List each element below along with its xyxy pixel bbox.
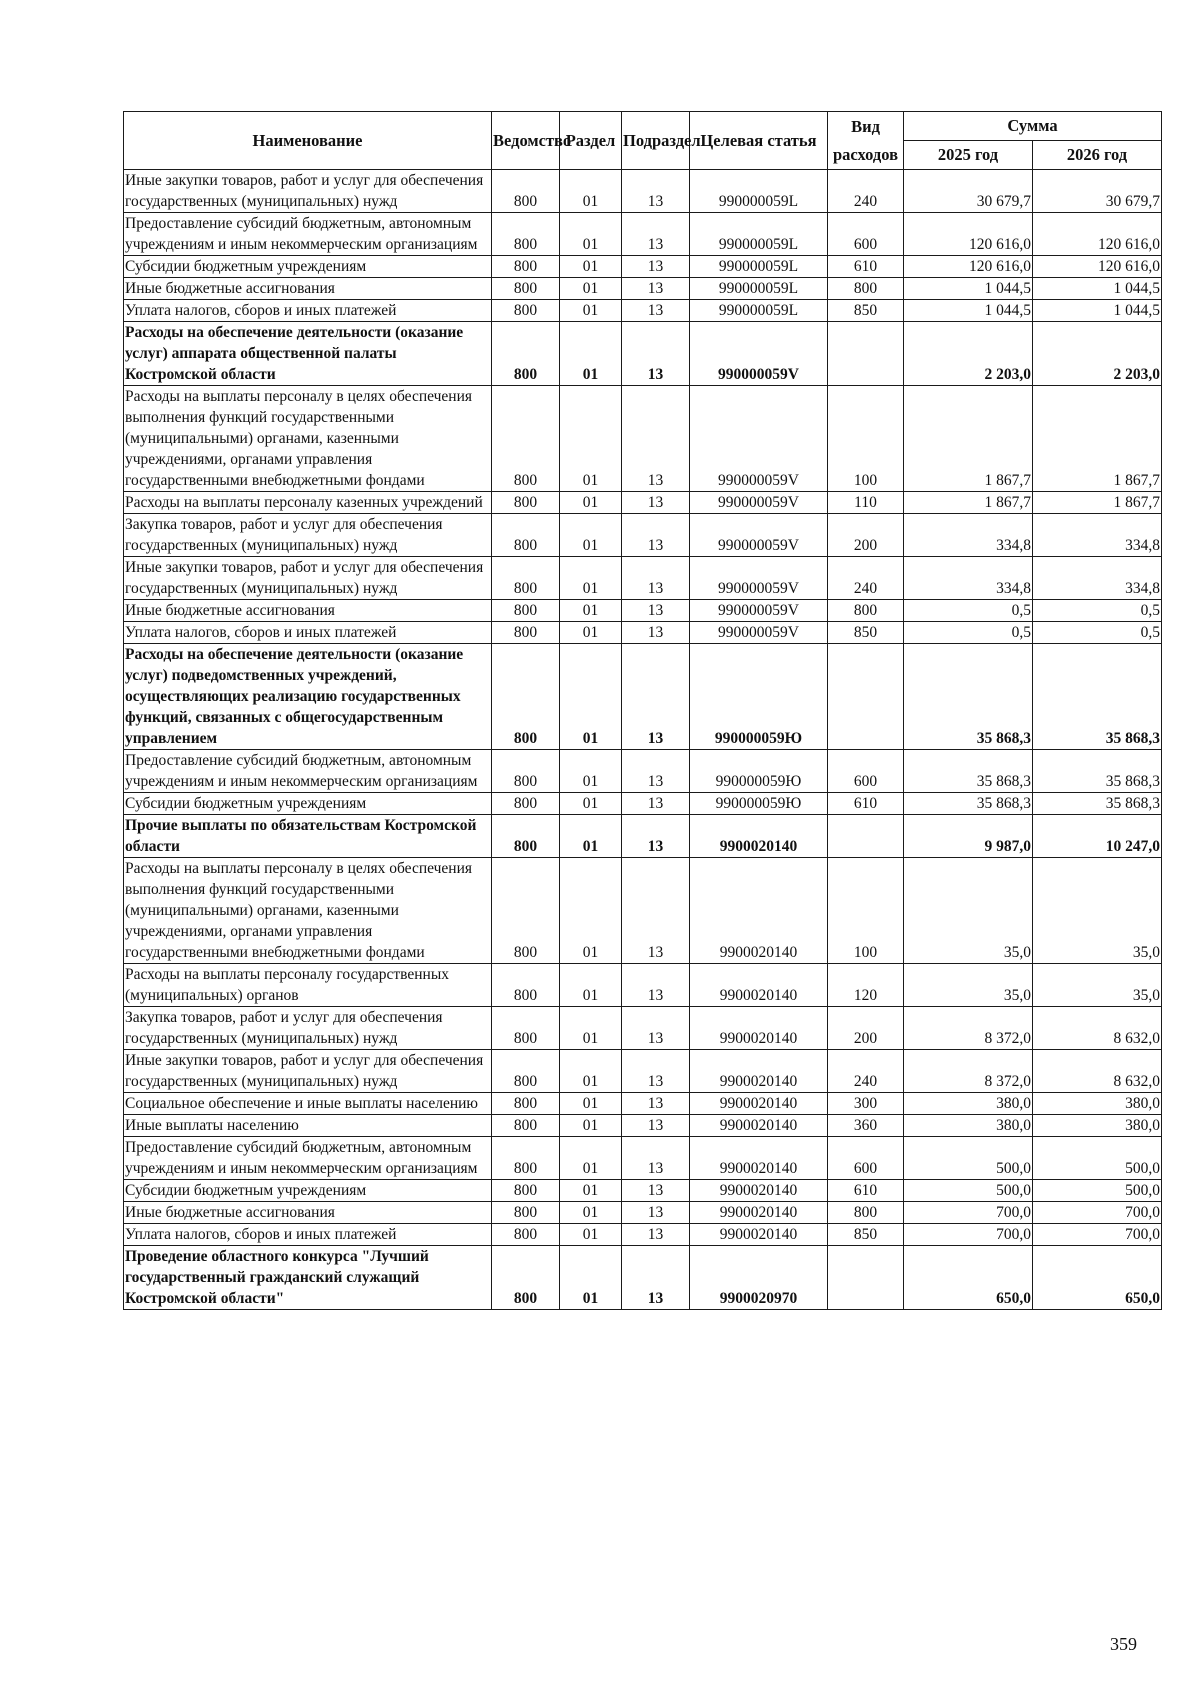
cell-celevaya-statya: 990000059V: [690, 557, 828, 600]
cell-sum-2026: 35 868,3: [1033, 644, 1162, 750]
cell-sum-2026: 380,0: [1033, 1093, 1162, 1115]
cell-sum-2026: 2 203,0: [1033, 322, 1162, 386]
cell-celevaya-statya: 990000059L: [690, 300, 828, 322]
cell-sum-2025: 0,5: [904, 622, 1033, 644]
cell-name: Иные закупки товаров, работ и услуг для обеспечения государственных (муниципальных) нужд: [124, 557, 492, 600]
cell-vid-rashodov: 600: [828, 750, 904, 793]
cell-sum-2026: 120 616,0: [1033, 213, 1162, 256]
cell-name: Предоставление субсидий бюджетным, автономным учреждениям и иным некоммерческим организациям: [124, 1137, 492, 1180]
cell-razdel: 01: [560, 750, 622, 793]
cell-razdel: 01: [560, 1137, 622, 1180]
cell-celevaya-statya: 990000059V: [690, 492, 828, 514]
cell-sum-2026: 500,0: [1033, 1137, 1162, 1180]
header-vid-rashodov: Вид расходов: [828, 112, 904, 170]
cell-razdel: 01: [560, 600, 622, 622]
cell-vid-rashodov: 850: [828, 1224, 904, 1246]
cell-podrazdel: 13: [622, 1224, 690, 1246]
cell-vedomstvo: 800: [492, 1093, 560, 1115]
cell-sum-2026: 334,8: [1033, 514, 1162, 557]
cell-razdel: 01: [560, 322, 622, 386]
cell-celevaya-statya: 990000059L: [690, 213, 828, 256]
table-row: [124, 622, 1162, 644]
cell-podrazdel: 13: [622, 1180, 690, 1202]
cell-sum-2025: 120 616,0: [904, 256, 1033, 278]
cell-celevaya-statya: 9900020140: [690, 1202, 828, 1224]
cell-sum-2025: 1 867,7: [904, 492, 1033, 514]
cell-podrazdel: 13: [622, 1202, 690, 1224]
cell-vedomstvo: 800: [492, 750, 560, 793]
cell-podrazdel: 13: [622, 858, 690, 964]
table-row: [124, 644, 1162, 750]
cell-sum-2025: 8 372,0: [904, 1007, 1033, 1050]
cell-podrazdel: 13: [622, 622, 690, 644]
cell-podrazdel: 13: [622, 750, 690, 793]
cell-podrazdel: 13: [622, 300, 690, 322]
header-year-2026: 2026 год: [1033, 141, 1162, 170]
cell-vid-rashodov: 120: [828, 964, 904, 1007]
cell-razdel: 01: [560, 278, 622, 300]
cell-vedomstvo: 800: [492, 386, 560, 492]
table-row: [124, 1224, 1162, 1246]
cell-razdel: 01: [560, 858, 622, 964]
cell-razdel: 01: [560, 1202, 622, 1224]
table-row: [124, 1246, 1162, 1310]
cell-vid-rashodov: 240: [828, 170, 904, 213]
cell-razdel: 01: [560, 1115, 622, 1137]
cell-podrazdel: 13: [622, 1093, 690, 1115]
cell-vedomstvo: 800: [492, 644, 560, 750]
cell-name: Закупка товаров, работ и услуг для обеспечения государственных (муниципальных) нужд: [124, 1007, 492, 1050]
cell-sum-2026: 0,5: [1033, 622, 1162, 644]
cell-vid-rashodov: 850: [828, 622, 904, 644]
cell-vid-rashodov: 300: [828, 1093, 904, 1115]
table-row: [124, 600, 1162, 622]
cell-name: Проведение областного конкурса "Лучший государственный гражданский служащий Костромской области": [124, 1246, 492, 1310]
table-row: [124, 750, 1162, 793]
cell-sum-2026: 380,0: [1033, 1115, 1162, 1137]
cell-sum-2025: 35,0: [904, 858, 1033, 964]
cell-name: Субсидии бюджетным учреждениям: [124, 256, 492, 278]
cell-vedomstvo: 800: [492, 300, 560, 322]
cell-celevaya-statya: 9900020140: [690, 1007, 828, 1050]
cell-razdel: 01: [560, 1093, 622, 1115]
cell-razdel: 01: [560, 1007, 622, 1050]
cell-sum-2025: 120 616,0: [904, 213, 1033, 256]
cell-celevaya-statya: 990000059L: [690, 278, 828, 300]
table-row: [124, 278, 1162, 300]
cell-celevaya-statya: 9900020140: [690, 1093, 828, 1115]
cell-razdel: 01: [560, 815, 622, 858]
header-year-2025: 2025 год: [904, 141, 1033, 170]
table-row: [124, 213, 1162, 256]
cell-sum-2026: 120 616,0: [1033, 256, 1162, 278]
cell-sum-2025: 2 203,0: [904, 322, 1033, 386]
cell-celevaya-statya: 990000059Ю: [690, 750, 828, 793]
cell-podrazdel: 13: [622, 386, 690, 492]
cell-razdel: 01: [560, 514, 622, 557]
table-body: [124, 170, 1162, 1310]
cell-vedomstvo: 800: [492, 170, 560, 213]
cell-sum-2026: 650,0: [1033, 1246, 1162, 1310]
cell-vid-rashodov: 200: [828, 514, 904, 557]
cell-vedomstvo: 800: [492, 815, 560, 858]
cell-celevaya-statya: 9900020140: [690, 858, 828, 964]
cell-name: Субсидии бюджетным учреждениям: [124, 1180, 492, 1202]
cell-vid-rashodov: 600: [828, 1137, 904, 1180]
cell-name: Расходы на выплаты персоналу в целях обеспечения выполнения функций государственными (муниципальными) органами, казенными учреждениями, органами управления государственными внебюджетными фондами: [124, 858, 492, 964]
cell-name: Расходы на выплаты персоналу казенных учреждений: [124, 492, 492, 514]
cell-name: Иные закупки товаров, работ и услуг для обеспечения государственных (муниципальных) нужд: [124, 170, 492, 213]
cell-sum-2025: 35,0: [904, 964, 1033, 1007]
cell-celevaya-statya: 9900020140: [690, 815, 828, 858]
cell-podrazdel: 13: [622, 170, 690, 213]
cell-vedomstvo: 800: [492, 256, 560, 278]
cell-celevaya-statya: 990000059L: [690, 170, 828, 213]
cell-name: Субсидии бюджетным учреждениям: [124, 793, 492, 815]
cell-celevaya-statya: 990000059L: [690, 256, 828, 278]
cell-razdel: 01: [560, 622, 622, 644]
cell-celevaya-statya: 990000059V: [690, 322, 828, 386]
cell-sum-2025: 35 868,3: [904, 793, 1033, 815]
cell-vedomstvo: 800: [492, 492, 560, 514]
cell-razdel: 01: [560, 557, 622, 600]
cell-celevaya-statya: 990000059V: [690, 622, 828, 644]
cell-sum-2026: 1 867,7: [1033, 492, 1162, 514]
cell-name: Прочие выплаты по обязательствам Костромской области: [124, 815, 492, 858]
cell-sum-2025: 334,8: [904, 557, 1033, 600]
cell-podrazdel: 13: [622, 1007, 690, 1050]
cell-vid-rashodov: 100: [828, 386, 904, 492]
cell-vedomstvo: 800: [492, 1137, 560, 1180]
cell-razdel: 01: [560, 793, 622, 815]
cell-sum-2026: 700,0: [1033, 1202, 1162, 1224]
table-row: [124, 1137, 1162, 1180]
cell-vedomstvo: 800: [492, 964, 560, 1007]
cell-celevaya-statya: 990000059V: [690, 386, 828, 492]
cell-celevaya-statya: 9900020140: [690, 1180, 828, 1202]
table-row: [124, 964, 1162, 1007]
cell-vid-rashodov: 800: [828, 600, 904, 622]
cell-celevaya-statya: 990000059Ю: [690, 793, 828, 815]
cell-podrazdel: 13: [622, 815, 690, 858]
cell-sum-2025: 1 044,5: [904, 278, 1033, 300]
cell-celevaya-statya: 990000059V: [690, 600, 828, 622]
cell-sum-2025: 1 867,7: [904, 386, 1033, 492]
cell-celevaya-statya: 990000059V: [690, 514, 828, 557]
cell-sum-2026: 35,0: [1033, 858, 1162, 964]
cell-sum-2025: 500,0: [904, 1137, 1033, 1180]
cell-sum-2026: 35 868,3: [1033, 750, 1162, 793]
cell-name: Предоставление субсидий бюджетным, автономным учреждениям и иным некоммерческим организациям: [124, 750, 492, 793]
header-name: Наименование: [124, 112, 492, 170]
cell-vid-rashodov: 360: [828, 1115, 904, 1137]
cell-razdel: 01: [560, 492, 622, 514]
cell-name: Иные выплаты населению: [124, 1115, 492, 1137]
header-razdel: Раздел: [560, 112, 622, 170]
cell-sum-2025: 30 679,7: [904, 170, 1033, 213]
cell-podrazdel: 13: [622, 600, 690, 622]
header-summa: Сумма: [904, 112, 1162, 141]
cell-vid-rashodov: 610: [828, 1180, 904, 1202]
table-row: [124, 858, 1162, 964]
table-row: [124, 1093, 1162, 1115]
cell-razdel: 01: [560, 213, 622, 256]
page-number: 359: [1110, 1634, 1137, 1654]
cell-vedomstvo: 800: [492, 622, 560, 644]
cell-razdel: 01: [560, 1050, 622, 1093]
cell-podrazdel: 13: [622, 964, 690, 1007]
cell-name: Иные бюджетные ассигнования: [124, 1202, 492, 1224]
cell-sum-2025: 1 044,5: [904, 300, 1033, 322]
cell-podrazdel: 13: [622, 492, 690, 514]
cell-celevaya-statya: 9900020140: [690, 1050, 828, 1093]
cell-celevaya-statya: 9900020970: [690, 1246, 828, 1310]
table-row: [124, 170, 1162, 213]
table-row: [124, 557, 1162, 600]
cell-podrazdel: 13: [622, 514, 690, 557]
cell-sum-2025: 0,5: [904, 600, 1033, 622]
cell-podrazdel: 13: [622, 322, 690, 386]
cell-vedomstvo: 800: [492, 278, 560, 300]
cell-sum-2026: 35 868,3: [1033, 793, 1162, 815]
header-vedomstvo: Ведомство: [492, 112, 560, 170]
cell-sum-2025: 35 868,3: [904, 644, 1033, 750]
cell-vedomstvo: 800: [492, 514, 560, 557]
cell-vedomstvo: 800: [492, 1115, 560, 1137]
cell-podrazdel: 13: [622, 278, 690, 300]
table-row: [124, 492, 1162, 514]
cell-vedomstvo: 800: [492, 213, 560, 256]
cell-vedomstvo: 800: [492, 557, 560, 600]
cell-name: Иные бюджетные ассигнования: [124, 278, 492, 300]
cell-podrazdel: 13: [622, 644, 690, 750]
cell-vedomstvo: 800: [492, 1202, 560, 1224]
table-row: [124, 1007, 1162, 1050]
cell-vid-rashodov: 610: [828, 793, 904, 815]
cell-sum-2025: 380,0: [904, 1115, 1033, 1137]
cell-vid-rashodov: 110: [828, 492, 904, 514]
cell-sum-2025: 35 868,3: [904, 750, 1033, 793]
cell-name: Социальное обеспечение и иные выплаты населению: [124, 1093, 492, 1115]
cell-sum-2025: 700,0: [904, 1224, 1033, 1246]
cell-sum-2025: 650,0: [904, 1246, 1033, 1310]
cell-razdel: 01: [560, 300, 622, 322]
cell-podrazdel: 13: [622, 793, 690, 815]
cell-name: Расходы на обеспечение деятельности (оказание услуг) аппарата общественной палаты Костромской области: [124, 322, 492, 386]
cell-name: Предоставление субсидий бюджетным, автономным учреждениям и иным некоммерческим организациям: [124, 213, 492, 256]
table-row: [124, 793, 1162, 815]
table-row: [124, 322, 1162, 386]
cell-podrazdel: 13: [622, 1137, 690, 1180]
cell-name: Уплата налогов, сборов и иных платежей: [124, 300, 492, 322]
table-row: [124, 1115, 1162, 1137]
cell-vid-rashodov: 240: [828, 1050, 904, 1093]
cell-vid-rashodov: 100: [828, 858, 904, 964]
cell-razdel: 01: [560, 386, 622, 492]
cell-sum-2025: 700,0: [904, 1202, 1033, 1224]
cell-sum-2026: 0,5: [1033, 600, 1162, 622]
cell-celevaya-statya: 990000059Ю: [690, 644, 828, 750]
table-row: [124, 1050, 1162, 1093]
cell-razdel: 01: [560, 1224, 622, 1246]
cell-vid-rashodov: [828, 815, 904, 858]
cell-vedomstvo: 800: [492, 858, 560, 964]
cell-podrazdel: 13: [622, 213, 690, 256]
cell-sum-2026: 8 632,0: [1033, 1050, 1162, 1093]
cell-vid-rashodov: [828, 322, 904, 386]
cell-name: Уплата налогов, сборов и иных платежей: [124, 622, 492, 644]
cell-sum-2026: 10 247,0: [1033, 815, 1162, 858]
cell-celevaya-statya: 9900020140: [690, 1137, 828, 1180]
cell-sum-2025: 334,8: [904, 514, 1033, 557]
cell-razdel: 01: [560, 964, 622, 1007]
cell-razdel: 01: [560, 644, 622, 750]
cell-sum-2026: 1 867,7: [1033, 386, 1162, 492]
cell-celevaya-statya: 9900020140: [690, 1115, 828, 1137]
budget-table: [123, 111, 1162, 1310]
cell-razdel: 01: [560, 1246, 622, 1310]
cell-razdel: 01: [560, 1180, 622, 1202]
cell-podrazdel: 13: [622, 1246, 690, 1310]
cell-sum-2026: 500,0: [1033, 1180, 1162, 1202]
cell-vid-rashodov: [828, 644, 904, 750]
cell-vid-rashodov: 600: [828, 213, 904, 256]
cell-vedomstvo: 800: [492, 1224, 560, 1246]
cell-name: Уплата налогов, сборов и иных платежей: [124, 1224, 492, 1246]
cell-name: Расходы на выплаты персоналу государственных (муниципальных) органов: [124, 964, 492, 1007]
table-row: [124, 386, 1162, 492]
table-row: [124, 300, 1162, 322]
cell-name: Иные закупки товаров, работ и услуг для обеспечения государственных (муниципальных) нужд: [124, 1050, 492, 1093]
cell-vedomstvo: 800: [492, 1050, 560, 1093]
cell-vedomstvo: 800: [492, 1007, 560, 1050]
cell-sum-2026: 334,8: [1033, 557, 1162, 600]
cell-sum-2025: 8 372,0: [904, 1050, 1033, 1093]
cell-sum-2026: 8 632,0: [1033, 1007, 1162, 1050]
cell-vid-rashodov: 800: [828, 1202, 904, 1224]
cell-vedomstvo: 800: [492, 322, 560, 386]
table-row: [124, 256, 1162, 278]
cell-sum-2026: 700,0: [1033, 1224, 1162, 1246]
cell-celevaya-statya: 9900020140: [690, 1224, 828, 1246]
cell-sum-2026: 30 679,7: [1033, 170, 1162, 213]
cell-name: Иные бюджетные ассигнования: [124, 600, 492, 622]
cell-vid-rashodov: 850: [828, 300, 904, 322]
cell-vid-rashodov: 240: [828, 557, 904, 600]
table-row: [124, 514, 1162, 557]
cell-vid-rashodov: 610: [828, 256, 904, 278]
cell-sum-2025: 380,0: [904, 1093, 1033, 1115]
table-row: [124, 815, 1162, 858]
cell-name: Расходы на обеспечение деятельности (оказание услуг) подведомственных учреждений, осуществляющих реализацию государственных функций, связанных с общегосударственным управлением: [124, 644, 492, 750]
cell-sum-2026: 1 044,5: [1033, 278, 1162, 300]
cell-podrazdel: 13: [622, 557, 690, 600]
cell-razdel: 01: [560, 170, 622, 213]
cell-name: Закупка товаров, работ и услуг для обеспечения государственных (муниципальных) нужд: [124, 514, 492, 557]
cell-vid-rashodov: 800: [828, 278, 904, 300]
cell-podrazdel: 13: [622, 256, 690, 278]
cell-podrazdel: 13: [622, 1050, 690, 1093]
table-row: [124, 1180, 1162, 1202]
cell-sum-2026: 35,0: [1033, 964, 1162, 1007]
table-row: [124, 1202, 1162, 1224]
cell-vid-rashodov: [828, 1246, 904, 1310]
cell-vedomstvo: 800: [492, 793, 560, 815]
cell-vid-rashodov: 200: [828, 1007, 904, 1050]
cell-podrazdel: 13: [622, 1115, 690, 1137]
cell-vedomstvo: 800: [492, 600, 560, 622]
cell-vedomstvo: 800: [492, 1246, 560, 1310]
header-celevaya-statya: Целевая статья: [690, 112, 828, 170]
cell-razdel: 01: [560, 256, 622, 278]
cell-sum-2025: 9 987,0: [904, 815, 1033, 858]
cell-vedomstvo: 800: [492, 1180, 560, 1202]
header-podrazdel: Подраздел: [622, 112, 690, 170]
cell-sum-2026: 1 044,5: [1033, 300, 1162, 322]
cell-name: Расходы на выплаты персоналу в целях обеспечения выполнения функций государственными (муниципальными) органами, казенными учреждениями, органами управления государственными внебюджетными фондами: [124, 386, 492, 492]
cell-celevaya-statya: 9900020140: [690, 964, 828, 1007]
cell-sum-2025: 500,0: [904, 1180, 1033, 1202]
